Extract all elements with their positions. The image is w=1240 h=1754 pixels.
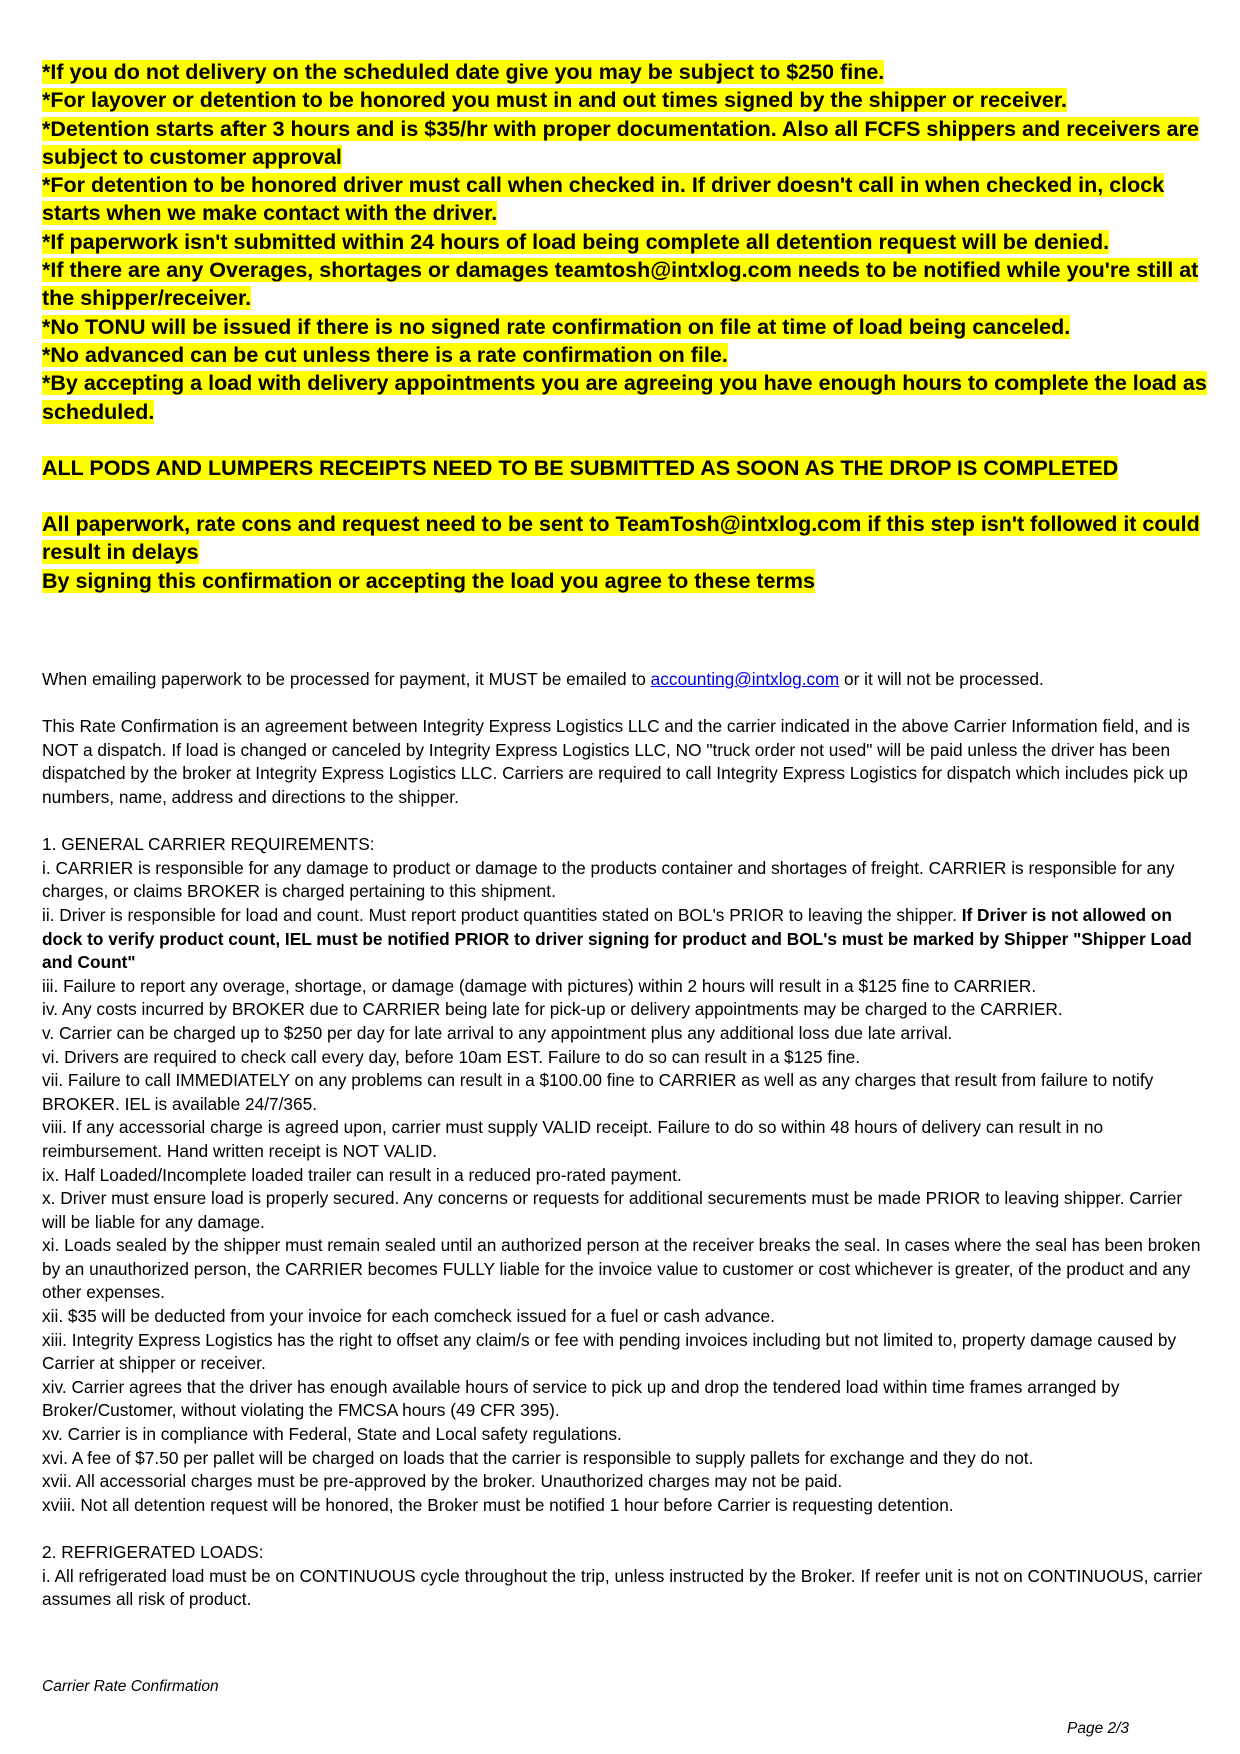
note-4: *If paperwork isn't submitted within 24 hours of load being complete all detention request will be denied.	[42, 229, 1110, 254]
section1-item-x: x. Driver must ensure load is properly secured. Any concerns or requests for additional securements must be made PRIOR to leaving shipper. Carrier will be liable for any damage.	[42, 1188, 1183, 1232]
section1-item-xiii: xiii. Integrity Express Logistics has the right to offset any claim/s or fee with pending invoices including but not limited to, property damage caused by Carrier at shipper or receiver.	[42, 1329, 1177, 1374]
section-refrigerated-loads	[42, 1541, 1207, 1612]
section2-heading: 2. REFRIGERATED LOADS:	[42, 1542, 264, 1563]
page-number: Page 2/3	[1067, 1720, 1130, 1737]
section1-item-xi: xi. Loads sealed by the shipper must remain sealed until an authorized person at the receiver breaks the seal. In cases where the seal has been broken by an unauthorized person, the CARRIER becomes FULLY liable for the invoice value to customer or cost whichever is greater, of the product and any other expenses.	[42, 1235, 1201, 1303]
section1-item-vi: vi. Drivers are required to check call every day, before 10am EST. Failure to do so can result in a $125 fine.	[42, 1046, 861, 1067]
note-8: *By accepting a load with delivery appointments you are agreeing you have enough hours to complete the load as scheduled.	[42, 371, 1207, 424]
section1-item-iii: iii. Failure to report any overage, shortage, or damage (damage with pictures) within 2 hours will result in a $125 fine to CARRIER.	[42, 975, 1037, 996]
terms-body	[42, 668, 1207, 1612]
section1-item-i: i. CARRIER is responsible for any damage to product or damage to the products container and shortages of freight. CARRIER is responsible for any charges, or claims BROKER is charged pertaining to this shipment.	[42, 857, 1175, 902]
section-general-requirements	[42, 833, 1207, 1517]
agreement-paragraph: This Rate Confirmation is an agreement between Integrity Express Logistics LLC and the carrier indicated in the above Carrier Information field, and is NOT a dispatch. If load is changed or canceled by Integrity Express Logistics LLC, NO "truck order not used" will be paid unless the driver has been dispatched by the broker at Integrity Express Logistics LLC. Carriers are required to call Integrity Express Logistics for dispatch which includes pick up numbers, name, address and directions to the shipper.	[42, 716, 1190, 808]
note-7: *No advanced can be cut unless there is a rate confirmation on file.	[42, 342, 728, 367]
note-0: *If you do not delivery on the scheduled date give you may be subject to $250 fine.	[42, 60, 885, 84]
section1-item-ii: ii. Driver is responsible for load and count. Must report product quantities stated on BOL's PRIOR to leaving the shipper. If Driver is not allowed on dock to verify product count, IEL must be notified PRIOR to driver signing for product and BOL's must be marked by Shipper "Shipper Load and Count"	[42, 904, 1192, 973]
note-6: *No TONU will be issued if there is no signed rate confirmation on file at time of load being canceled.	[42, 314, 1071, 339]
section1-item-viii: viii. If any accessorial charge is agreed upon, carrier must supply VALID receipt. Failure to do so within 48 hours of delivery can result in no reimbursement. Hand written receipt is NOT VALID.	[42, 1117, 1104, 1161]
section1-item-xviii: xviii. Not all detention request will be honored, the Broker must be notified 1 hour before Carrier is requesting detention.	[42, 1494, 954, 1515]
accounting-email-link[interactable]: accounting@intxlog.com	[650, 669, 840, 690]
footer-title: Carrier Rate Confirmation	[42, 1678, 219, 1695]
paperwork-notice: All paperwork, rate cons and request need to be sent to TeamTosh@intxlog.com if this step isn't followed it could result in delays	[42, 512, 1200, 565]
section1-item-xiv: xiv. Carrier agrees that the driver has enough available hours of service to pick up and drop the tendered load within time frames arranged by Broker/Customer, without violating the FMCSA hours (49 CFR 395).	[42, 1376, 1120, 1421]
email-instructions: When emailing paperwork to be processed for payment, it MUST be emailed to accounting@intxlog.com or it will not be processed.	[42, 669, 1044, 690]
section1-heading: 1. GENERAL CARRIER REQUIREMENTS:	[42, 834, 375, 855]
pods-notice: ALL PODS AND LUMPERS RECEIPTS NEED TO BE SUBMITTED AS SOON AS THE DROP IS COMPLETED	[42, 455, 1119, 480]
signing-notice: By signing this confirmation or accepting the load you agree to these terms	[42, 568, 815, 593]
section1-item-xvi: xvi. A fee of $7.50 per pallet will be charged on loads that the carrier is responsible to supply pallets for exchange and they do not.	[42, 1447, 1034, 1468]
section2-item-i: i. All refrigerated load must be on CONTINUOUS cycle throughout the trip, unless instructed by the Broker. If reefer unit is not on CONTINUOUS, carrier assumes all risk of product.	[42, 1565, 1203, 1610]
note-3: *For detention to be honored driver must call when checked in. If driver doesn't call in when checked in, clock starts when we make contact with the driver.	[42, 173, 1165, 226]
section1-item-v: v. Carrier can be charged up to $250 per day for late arrival to any appointment plus any additional loss due late arrival.	[42, 1022, 953, 1043]
section1-item-iv: iv. Any costs incurred by BROKER due to CARRIER being late for pick-up or delivery appointments may be charged to the CARRIER.	[42, 999, 1063, 1020]
section1-item-vii: vii. Failure to call IMMEDIATELY on any problems can result in a $100.00 fine to CARRIER as well as any charges that result from failure to notify BROKER. IEL is available 24/7/365.	[42, 1070, 1154, 1114]
note-1: *For layover or detention to be honored you must in and out times signed by the shipper or receiver.	[42, 88, 1068, 113]
document-page	[42, 58, 1207, 1612]
note-2: *Detention starts after 3 hours and is $35/hr with proper documentation. Also all FCFS shippers and receivers are subject to customer approval	[42, 116, 1199, 169]
highlighted-notes	[42, 58, 1207, 595]
section1-item-ix: ix. Half Loaded/Incomplete loaded trailer can result in a reduced pro-rated payment.	[42, 1164, 682, 1185]
section1-item-xii: xii. $35 will be deducted from your invoice for each comcheck issued for a fuel or cash advance.	[42, 1306, 775, 1327]
section1-item-xvii: xvii. All accessorial charges must be pre-approved by the broker. Unauthorized charges may not be paid.	[42, 1471, 843, 1492]
note-5: *If there are any Overages, shortages or damages teamtosh@intxlog.com needs to be notified while you're still at the shipper/receiver.	[42, 258, 1199, 311]
section1-item-xv: xv. Carrier is in compliance with Federal, State and Local safety regulations.	[42, 1424, 622, 1445]
